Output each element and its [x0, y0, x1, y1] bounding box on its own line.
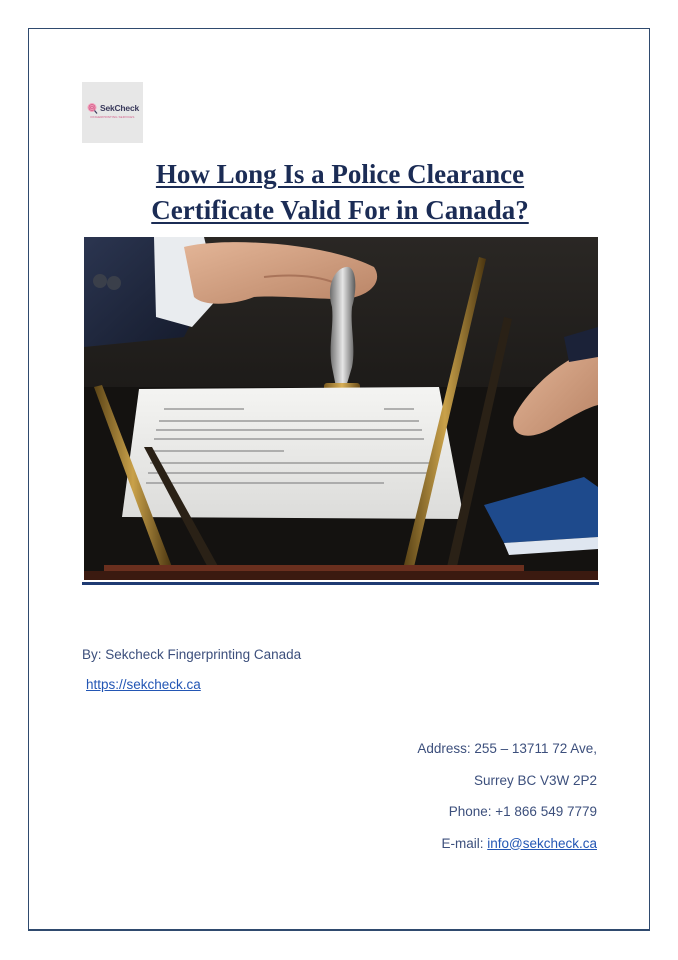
photo-divider: [82, 582, 599, 585]
phone-number: Phone: +1 866 549 7779: [448, 804, 597, 819]
logo-tagline: FINGERPRINTING SERVICES: [90, 115, 135, 119]
contact-block: [417, 741, 597, 867]
logo-name: SekCheck: [99, 103, 140, 113]
sekcheck-logo: [82, 82, 143, 143]
email-row: [417, 836, 597, 868]
author-byline: By: Sekcheck Fingerprinting Canada: [82, 647, 302, 662]
email-label: E-mail:: [441, 835, 488, 851]
notary-stamp-photo: [84, 237, 598, 580]
fingerprint-icon: [86, 102, 98, 114]
title-line-2: Certificate Valid For in Canada?: [151, 195, 529, 225]
email-link[interactable]: info@sekcheck.ca: [487, 835, 597, 851]
address-line-1: Address: 255 – 13711 72 Ave,: [417, 741, 597, 756]
page-title: [82, 156, 598, 228]
website-link[interactable]: https://sekcheck.ca: [86, 677, 201, 692]
address-line-2: Surrey BC V3W 2P2: [473, 772, 597, 788]
title-line-1: How Long Is a Police Clearance: [155, 159, 525, 189]
